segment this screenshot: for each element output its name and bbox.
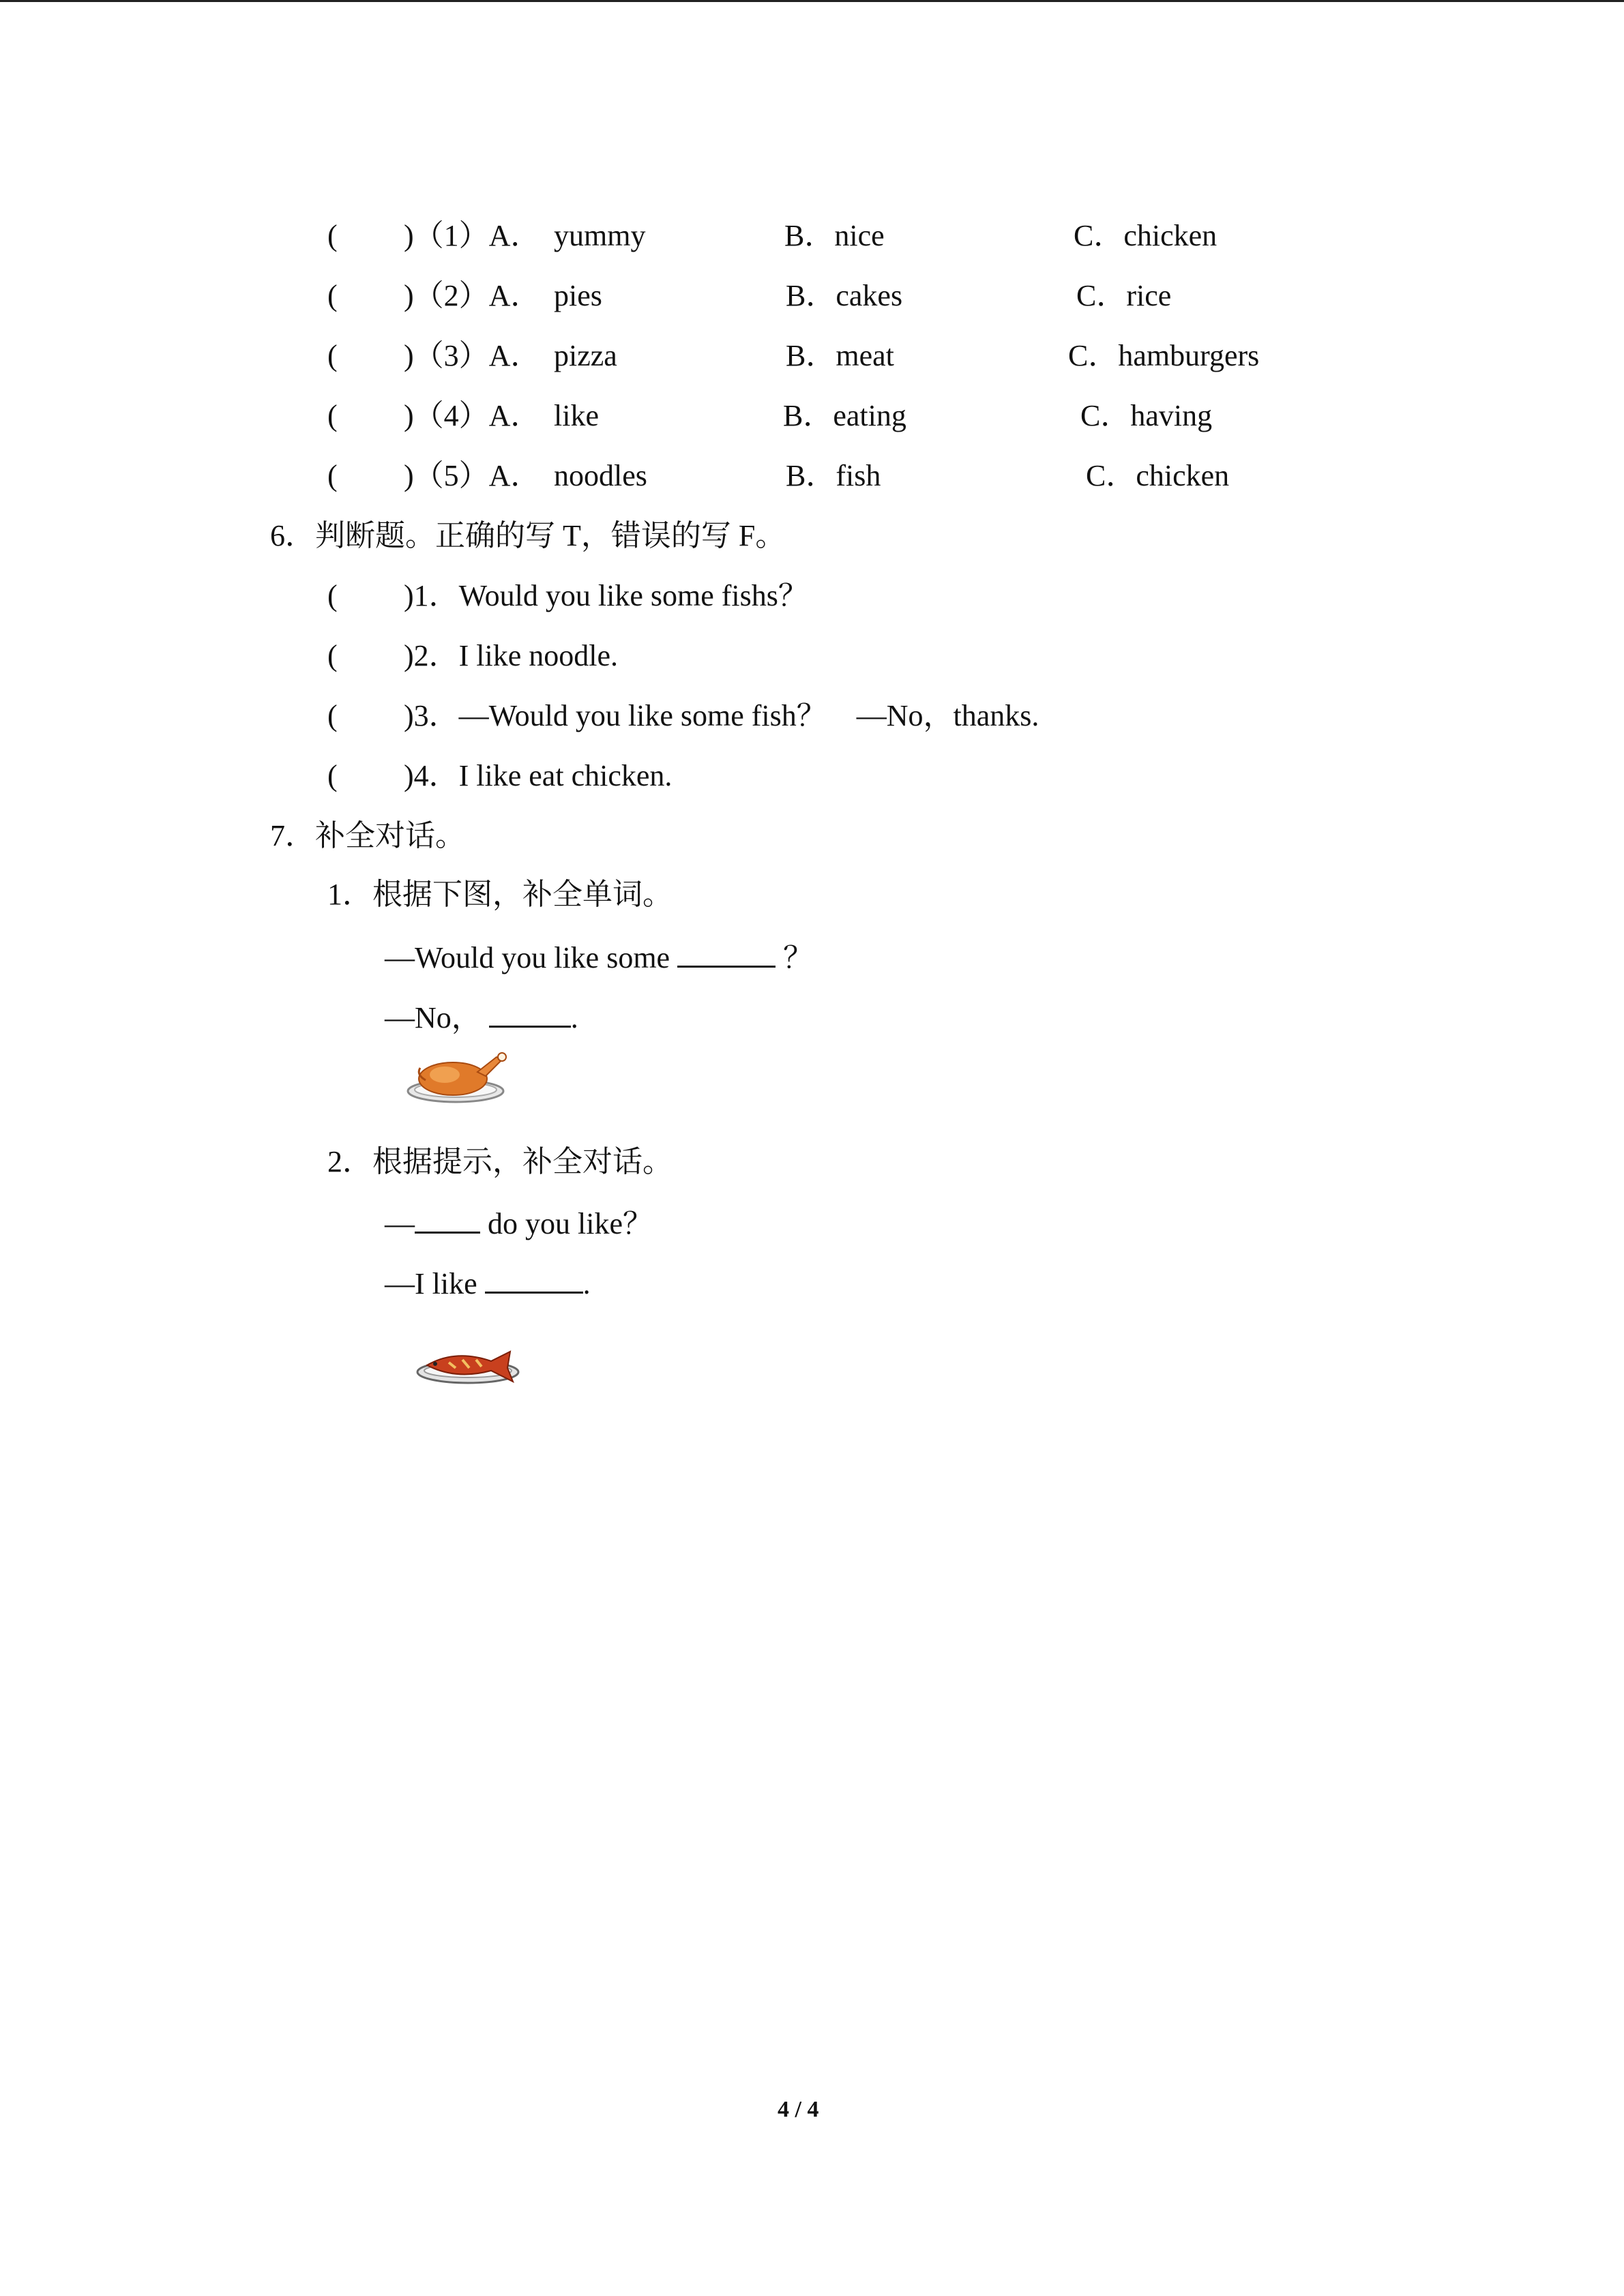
q6-title: 6．判断题。正确的写 T，错误的写 F。 [270,519,786,552]
answer-blank[interactable] [489,996,571,1028]
q6-item-4: )4．I like eat chicken. [404,759,673,792]
answer-blank[interactable] [485,1262,583,1294]
q7-title: 7．补全对话。 [270,819,465,852]
answer-bracket-open: ( [327,759,338,792]
answer-bracket-open: ( [327,579,338,612]
q7-part2-title: 2．根据提示，补全对话。 [327,1145,673,1178]
q6-item-3: )3．—Would you like some fish？ —No，thanks. [404,699,1039,732]
question-number: )（4）A． [404,399,541,432]
option-c: C．rice [1076,279,1172,312]
answer-bracket-open: ( [327,399,338,432]
question-number: )（1）A． [404,219,541,252]
answer-bracket-open: ( [327,699,338,732]
option-b: B．cakes [786,279,903,312]
roast-chicken-icon [407,1045,510,1106]
option-a: noodles [554,459,647,492]
answer-bracket-open: ( [327,459,338,492]
option-b: B．nice [784,219,885,252]
q6-item-2: )2．I like noodle. [404,639,619,672]
option-c: C．hamburgers [1068,339,1260,372]
fish-dish-icon [415,1343,521,1387]
q7-part2-line1: — do you like？ [385,1202,653,1244]
question-number: )（2）A． [404,279,541,312]
q7-part1-line1: —Would you like some ？ [385,936,813,979]
option-c: C．chicken [1074,219,1217,252]
question-number: )（5）A． [404,459,541,492]
option-a: like [554,399,599,432]
q7-part1-line2: —No， . [385,996,578,1039]
option-c: C．having [1080,399,1213,432]
page-top-border [0,0,1624,2]
option-a: pies [554,279,602,312]
question-number: )（3）A． [404,339,541,372]
option-a: yummy [554,219,646,252]
answer-bracket-open: ( [327,639,338,672]
answer-bracket-open: ( [327,339,338,372]
answer-bracket-open: ( [327,279,338,312]
page-number: 4 / 4 [778,2097,819,2122]
q7-part2-line2: —I like . [385,1262,591,1304]
option-c: C．chicken [1086,459,1230,492]
q6-item-1: )1．Would you like some fishs？ [404,579,808,612]
answer-bracket-open: ( [327,219,338,252]
option-a: pizza [554,339,617,372]
option-b: B．eating [783,399,906,432]
q7-part1-title: 1．根据下图，补全单词。 [327,878,673,911]
answer-blank[interactable] [677,936,776,968]
option-b: B．fish [786,459,881,492]
answer-blank[interactable] [415,1202,480,1234]
option-b: B．meat [786,339,894,372]
